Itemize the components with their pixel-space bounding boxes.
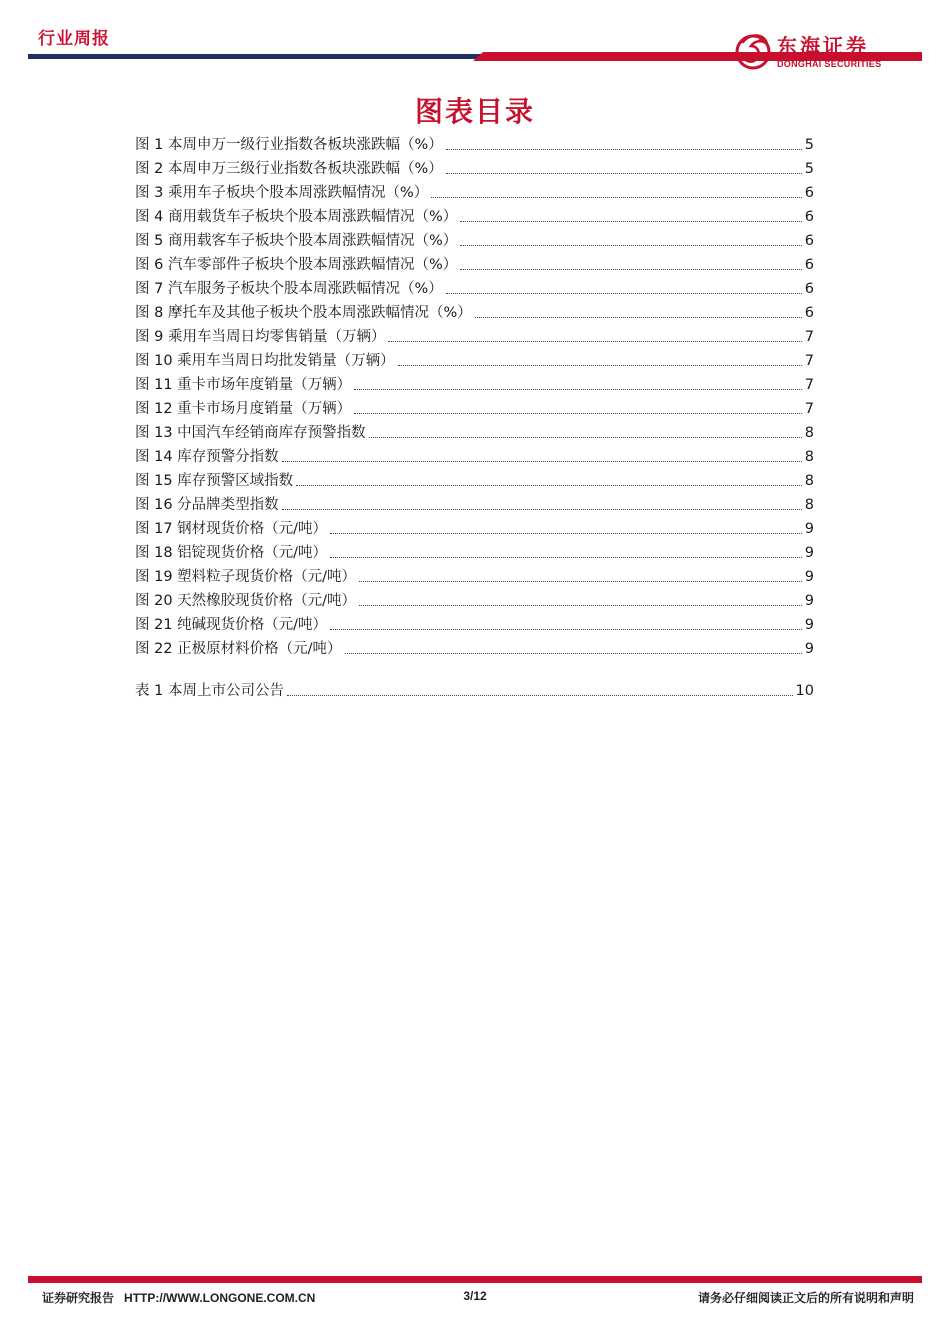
toc-dot-leader [359,565,802,582]
toc-dot-leader [354,373,802,390]
toc-figure-entry[interactable] [135,349,814,373]
toc-entry-page: 5 [804,161,814,177]
toc-entry-page: 8 [804,473,814,489]
toc-figure-entry[interactable] [135,469,814,493]
toc-entry-page: 6 [804,257,814,273]
toc-entry-label: 图 2 本周申万三级行业指数各板块涨跌幅（%） [135,161,443,177]
toc-figure-entry[interactable] [135,133,814,157]
toc-dot-leader [296,469,802,486]
toc-entry-label: 图 5 商用载客车子板块个股本周涨跌幅情况（%） [135,233,458,249]
toc-entry-page: 7 [804,401,814,417]
toc-entry-label: 图 12 重卡市场月度销量（万辆） [135,401,352,417]
toc-figure-entry[interactable] [135,397,814,421]
toc-entry-label: 图 21 纯碱现货价格（元/吨） [135,617,328,633]
toc-dot-leader [359,589,802,606]
toc-entry-page: 6 [804,305,814,321]
toc-entry-page: 9 [804,545,814,561]
toc-entry-label: 图 6 汽车零部件子板块个股本周涨跌幅情况（%） [135,257,458,273]
toc-entry-label: 图 4 商用载货车子板块个股本周涨跌幅情况（%） [135,209,458,225]
toc-entry-label: 图 14 库存预警分指数 [135,449,279,465]
toc-figure-entry[interactable] [135,181,814,205]
toc-entry-label: 图 3 乘用车子板块个股本周涨跌幅情况（%） [135,185,429,201]
page-title: 图表目录 [414,95,535,128]
table-of-contents [135,133,814,703]
toc-dot-leader [287,679,793,696]
toc-figure-entry[interactable] [135,589,814,613]
toc-entry-page: 9 [804,641,814,657]
toc-entry-label: 图 11 重卡市场年度销量（万辆） [135,377,352,393]
toc-entry-page: 9 [804,569,814,585]
footer-page-number: 3/12 [463,1289,487,1303]
toc-entry-page: 9 [804,617,814,633]
toc-entry-page: 6 [804,233,814,249]
footer-label: 证券研究报告 [42,1291,115,1305]
toc-figure-entry[interactable] [135,517,814,541]
toc-figure-entry[interactable] [135,613,814,637]
footer-url-link[interactable]: HTTP://WWW.LONGONE.COM.CN [124,1291,316,1305]
toc-entry-page: 8 [804,497,814,513]
toc-figure-entry[interactable] [135,229,814,253]
toc-entry-page: 7 [804,377,814,393]
toc-entry-page: 10 [795,683,814,699]
toc-dot-leader [330,517,802,534]
toc-entry-page: 8 [804,449,814,465]
toc-dot-leader [431,181,802,198]
toc-dot-leader [475,301,802,318]
footer-divider-bar [28,1276,922,1283]
toc-figure-entry[interactable] [135,157,814,181]
toc-dot-leader [446,157,802,174]
toc-dot-leader [330,613,802,630]
toc-entry-label: 图 22 正极原材料价格（元/吨） [135,641,342,657]
logo-name-en: DONGHAI SECURITIES [777,59,882,69]
toc-figure-entry[interactable] [135,301,814,325]
toc-entry-label: 图 17 钢材现货价格（元/吨） [135,521,328,537]
toc-entry-label: 图 18 铝锭现货价格（元/吨） [135,545,328,561]
company-logo [733,28,923,76]
toc-figure-entry[interactable] [135,445,814,469]
toc-figure-entry[interactable] [135,421,814,445]
toc-dot-leader [398,349,802,366]
toc-dot-leader [354,397,802,414]
toc-table-entry[interactable] [135,679,814,703]
toc-figure-entry[interactable] [135,325,814,349]
toc-entry-page: 6 [804,185,814,201]
footer-disclaimer: 请务必仔细阅读正文后的所有说明和声明 [697,1291,914,1305]
toc-figure-entry[interactable] [135,565,814,589]
toc-figure-entry[interactable] [135,205,814,229]
toc-entry-label: 图 1 本周申万一级行业指数各板块涨跌幅（%） [135,137,443,153]
toc-entry-page: 9 [804,593,814,609]
toc-entry-label: 图 16 分品牌类型指数 [135,497,279,513]
toc-dot-leader [388,325,801,342]
toc-entry-page: 5 [804,137,814,153]
toc-dot-leader [460,253,802,270]
toc-entry-page: 9 [804,521,814,537]
toc-entry-page: 8 [804,425,814,441]
toc-dot-leader [345,637,802,654]
toc-figure-entry[interactable] [135,277,814,301]
toc-entry-label: 图 13 中国汽车经销商库存预警指数 [135,425,366,441]
toc-dot-leader [460,205,802,222]
logo-name-cn: 东海证券 [777,34,869,58]
toc-dot-leader [369,421,802,438]
toc-figure-entry[interactable] [135,493,814,517]
header-title: 行业周报 [38,29,110,49]
toc-entry-page: 7 [804,329,814,345]
toc-entry-label: 表 1 本周上市公司公告 [135,683,284,699]
toc-figure-entry[interactable] [135,541,814,565]
toc-entry-page: 6 [804,209,814,225]
toc-dot-leader [282,493,802,510]
toc-dot-leader [330,541,802,558]
toc-entry-label: 图 8 摩托车及其他子板块个股本周涨跌幅情况（%） [135,305,472,321]
toc-entry-label: 图 15 库存预警区域指数 [135,473,294,489]
dragon-emblem-icon [733,28,775,74]
toc-entry-page: 7 [804,353,814,369]
toc-figure-entry[interactable] [135,637,814,661]
toc-entry-label: 图 19 塑料粒子现货价格（元/吨） [135,569,357,585]
toc-entry-label: 图 9 乘用车当周日均零售销量（万辆） [135,329,386,345]
toc-dot-leader [446,133,802,150]
toc-entry-label: 图 10 乘用车当周日均批发销量（万辆） [135,353,395,369]
toc-dot-leader [282,445,802,462]
toc-entry-page: 6 [804,281,814,297]
toc-figure-entry[interactable] [135,373,814,397]
toc-figure-entry[interactable] [135,253,814,277]
toc-dot-leader [446,277,802,294]
toc-entry-label: 图 20 天然橡胶现货价格（元/吨） [135,593,357,609]
toc-entry-label: 图 7 汽车服务子板块个股本周涨跌幅情况（%） [135,281,443,297]
toc-dot-leader [460,229,802,246]
